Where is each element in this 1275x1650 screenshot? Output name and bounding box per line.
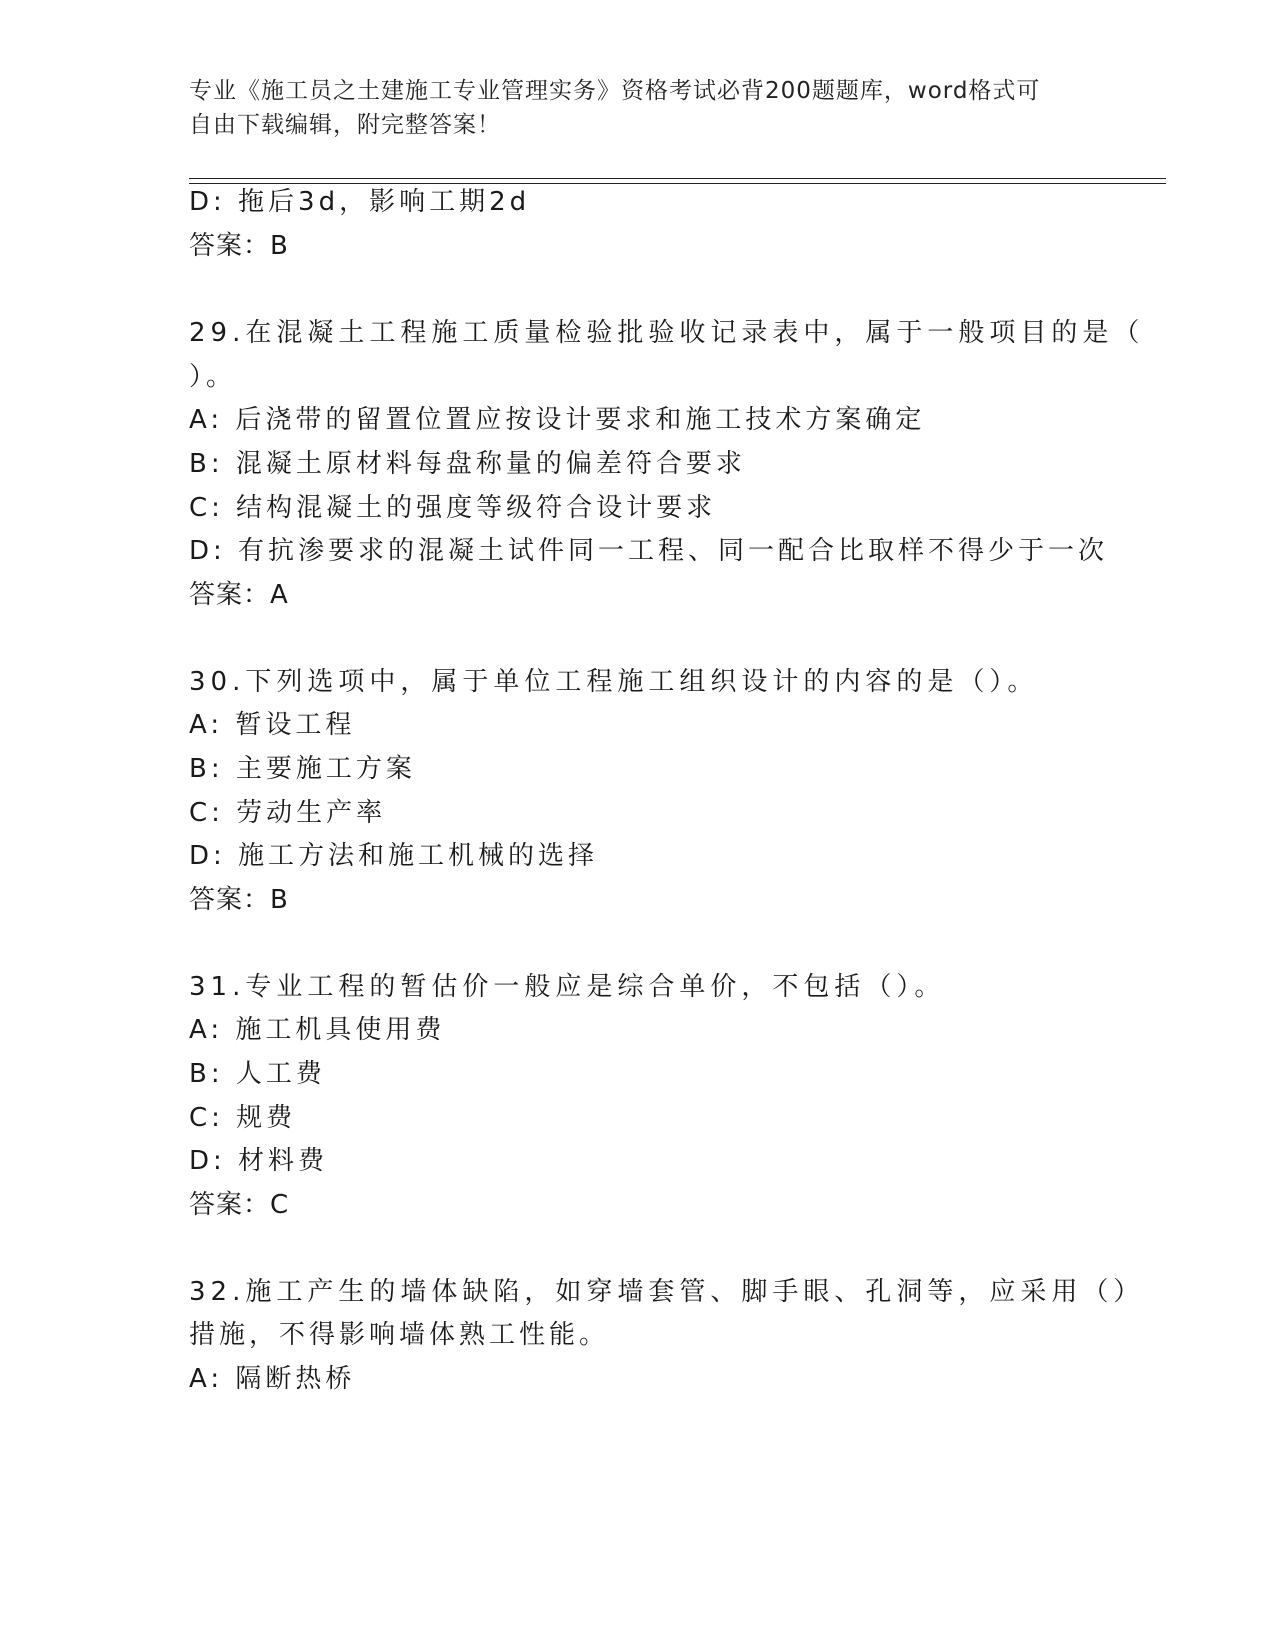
q30-option-c: C: 劳动生产率 xyxy=(189,798,387,828)
q30-answer: 答案：B xyxy=(189,885,289,915)
q29-option-d: D: 有抗渗要求的混凝土试件同一工程、同一配合比取样不得少于一次 xyxy=(189,536,1109,566)
header-divider-top xyxy=(189,178,1166,179)
q29-option-a: A: 后浇带的留置位置应按设计要求和施工技术方案确定 xyxy=(189,405,926,435)
q29-stem-line-2: ）。 xyxy=(189,362,237,392)
q32-stem-line-2: 措施，不得影响墙体熟工性能。 xyxy=(189,1320,610,1350)
q31-option-d: D: 材料费 xyxy=(189,1146,329,1176)
q30-stem: 30.下列选项中，属于单位工程施工组织设计的内容的是（）。 xyxy=(189,667,1039,697)
q32-option-a: A: 隔断热桥 xyxy=(189,1364,356,1394)
q31-option-c: C: 规费 xyxy=(189,1103,297,1133)
q30-option-d: D: 施工方法和施工机械的选择 xyxy=(189,841,599,871)
q29-option-b: B: 混凝土原材料每盘称量的偏差符合要求 xyxy=(189,449,746,479)
q31-option-a: A: 施工机具使用费 xyxy=(189,1015,446,1045)
q30-option-a: A: 暂设工程 xyxy=(189,710,356,740)
q31-stem: 31.专业工程的暂估价一般应是综合单价，不包括（）。 xyxy=(189,972,946,1002)
q28-answer: 答案：B xyxy=(189,231,289,261)
q31-option-b: B: 人工费 xyxy=(189,1059,326,1089)
header-line-2: 自由下载编辑，附完整答案！ xyxy=(189,112,501,138)
q29-stem-line-1: 29.在混凝土工程施工质量检验批验收记录表中，属于一般项目的是（ xyxy=(189,318,1145,348)
q32-stem-line-1: 32.施工产生的墙体缺陷，如穿墙套管、脚手眼、孔洞等，应采用（） xyxy=(189,1277,1145,1307)
q29-option-c: C: 结构混凝土的强度等级符合设计要求 xyxy=(189,493,717,523)
q30-option-b: B: 主要施工方案 xyxy=(189,754,416,784)
q29-answer: 答案：A xyxy=(189,580,289,610)
header-line-1: 专业《施工员之土建施工专业管理实务》资格考试必背200题题库，word格式可 xyxy=(189,78,1041,104)
q28-option-d: D: 拖后3d，影响工期2d xyxy=(189,187,531,217)
q31-answer: 答案：C xyxy=(189,1190,290,1220)
page-header xyxy=(189,74,1089,142)
